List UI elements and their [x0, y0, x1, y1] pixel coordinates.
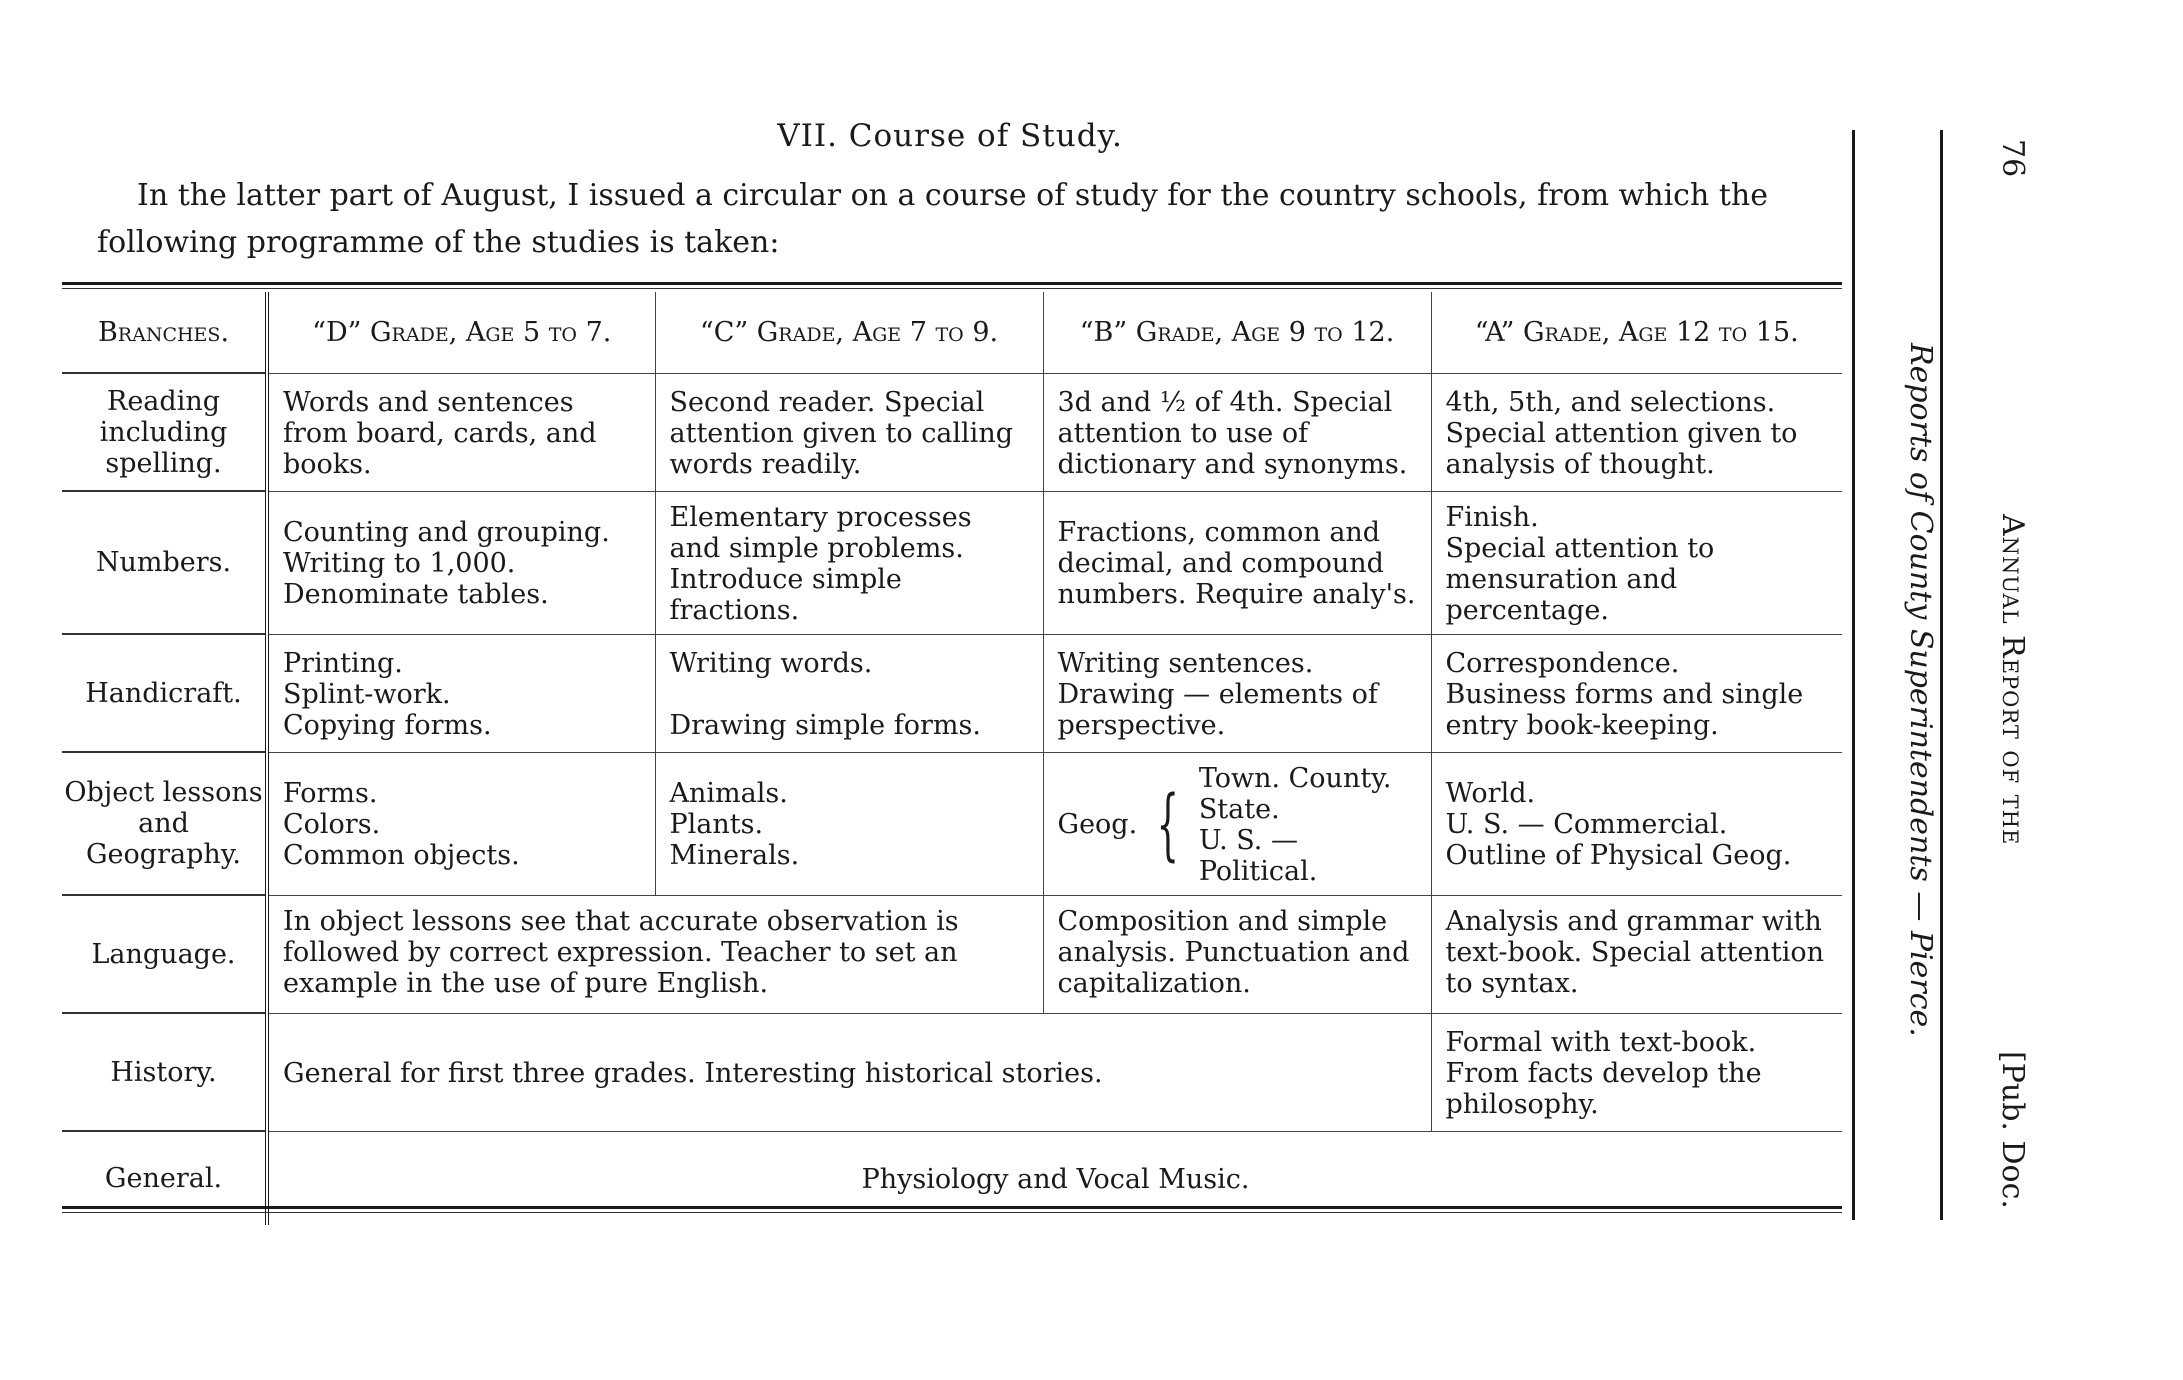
handicraft-a-line: Correspondence. — [1445, 647, 1680, 679]
handicraft-a — [1431, 634, 1842, 752]
general-all: Physiology and Vocal Music. — [267, 1131, 1842, 1225]
history-a-line: Formal with text-book. — [1445, 1026, 1757, 1058]
table-row — [62, 1013, 1842, 1131]
course-of-study-table — [62, 292, 1842, 1225]
table-row — [62, 752, 1842, 895]
header-d-grade: “D” Grade, Age 5 to 7. — [312, 316, 612, 348]
header-a-grade: “A” Grade, Age 12 to 15. — [1431, 292, 1842, 373]
table-row — [62, 373, 1842, 491]
top-rule-thin — [62, 288, 1842, 289]
numbers-d-line: Counting and grouping. — [283, 517, 610, 548]
branch-object-lessons: Object lessons and Geography. — [62, 752, 267, 895]
handicraft-d-line: Printing. — [283, 647, 403, 679]
object-d-line: Common objects. — [283, 840, 520, 871]
numbers-a — [1431, 491, 1842, 634]
geography-group — [1058, 763, 1417, 887]
handicraft-d — [267, 634, 655, 752]
table-row — [62, 491, 1842, 634]
header-row — [62, 292, 1842, 373]
object-a — [1431, 752, 1842, 895]
geog-label: Geog. — [1057, 809, 1138, 840]
object-d-line: Forms. — [283, 778, 378, 809]
header-c-grade: “C” Grade, Age 7 to 9. — [655, 292, 1043, 373]
numbers-d — [267, 491, 655, 634]
margin-rule — [1852, 130, 1855, 1220]
numbers-d-line: Writing to 1,000. — [283, 548, 516, 579]
object-c — [655, 752, 1043, 895]
branch-reading: Reading including spelling. — [62, 373, 267, 491]
language-a: Analysis and grammar with text-book. Special attention to syntax. — [1431, 895, 1842, 1013]
handicraft-d-line: Copying forms. — [283, 709, 492, 741]
running-title: Reports of County Superintendents — Pierce. — [1903, 343, 1938, 1037]
numbers-b: Fractions, common and decimal, and compound numbers. Require analy's. — [1043, 491, 1431, 634]
header-b-grade: “B” Grade, Age 9 to 12. — [1043, 292, 1431, 373]
object-a-line: World. — [1445, 778, 1536, 809]
branch-handicraft: Handicraft. — [62, 634, 267, 752]
branch-history: History. — [62, 1013, 267, 1131]
reading-a: 4th, 5th, and selections. Special attention given to analysis of thought. — [1431, 373, 1842, 491]
header-branches: Branches. — [62, 292, 267, 373]
reading-b: 3d and ½ of 4th. Special attention to use of dictionary and synonyms. — [1043, 373, 1431, 491]
geography-list — [1199, 763, 1417, 887]
handicraft-c-line: Writing words. — [669, 647, 873, 679]
geography-item: Town. County. — [1198, 762, 1392, 794]
branch-language: Language. — [62, 895, 267, 1013]
handicraft-a-line: Business forms and single entry book-keeping. — [1445, 678, 1804, 741]
table-row — [62, 1131, 1842, 1225]
object-a-line: Outline of Physical Geog. — [1445, 840, 1792, 871]
geography-item: State. — [1198, 793, 1280, 825]
bottom-rule-thin — [62, 1212, 1842, 1213]
bottom-rule — [62, 1206, 1842, 1209]
section-heading: VII. Course of Study. — [777, 118, 1123, 154]
annual-report-title: Annual Report of the — [1995, 514, 2030, 846]
reading-c: Second reader. Special attention given to calling words readily. — [655, 373, 1043, 491]
language-b: Composition and simple analysis. Punctuation and capitalization. — [1043, 895, 1431, 1013]
object-c-line: Minerals. — [669, 840, 800, 871]
branch-numbers: Numbers. — [62, 491, 267, 634]
language-dc: In object lessons see that accurate observation is followed by correct expression. Teacher to set an example in the use of pure English. — [267, 895, 1043, 1013]
object-d-line: Colors. — [283, 809, 381, 840]
handicraft-d-line: Splint-work. — [283, 678, 451, 710]
handicraft-c-line: Drawing simple forms. — [669, 709, 981, 741]
numbers-a-line: Finish. — [1445, 501, 1539, 533]
numbers-a-line: Special attention to mensuration and percentage. — [1445, 532, 1715, 626]
handicraft-b-line: Writing sentences. — [1057, 647, 1314, 679]
object-c-line: Plants. — [669, 809, 764, 840]
reading-d: Words and sentences from board, cards, and books. — [267, 373, 655, 491]
handicraft-b-line: Drawing — elements of perspective. — [1057, 678, 1378, 741]
object-c-line: Animals. — [669, 778, 788, 809]
left-brace-icon: { — [1156, 779, 1180, 870]
handicraft-c — [655, 634, 1043, 752]
geography-item: U. S. — Political. — [1198, 824, 1318, 887]
table-row — [62, 634, 1842, 752]
history-a-line: From facts develop the philosophy. — [1445, 1057, 1762, 1120]
object-b — [1043, 752, 1431, 895]
page-number: 76 — [1995, 138, 2030, 178]
branch-general: General. — [62, 1131, 267, 1225]
table-row — [62, 895, 1842, 1013]
numbers-c: Elementary processes and simple problems. Introduce simple fractions. — [655, 491, 1043, 634]
margin-rule — [1940, 130, 1943, 1220]
numbers-d-line: Denominate tables. — [283, 579, 549, 610]
top-rule — [62, 282, 1842, 285]
object-d — [267, 752, 655, 895]
pub-doc-label: [Pub. Doc. — [1995, 1051, 2030, 1209]
handicraft-b — [1043, 634, 1431, 752]
history-a — [1431, 1013, 1842, 1131]
history-dcb: General for first three grades. Interesting historical stories. — [267, 1013, 1431, 1131]
object-a-line: U. S. — Commercial. — [1445, 809, 1728, 840]
intro-paragraph: In the latter part of August, I issued a circular on a course of study for the country schools, from which the following programme of the studies is taken: — [97, 178, 1768, 260]
